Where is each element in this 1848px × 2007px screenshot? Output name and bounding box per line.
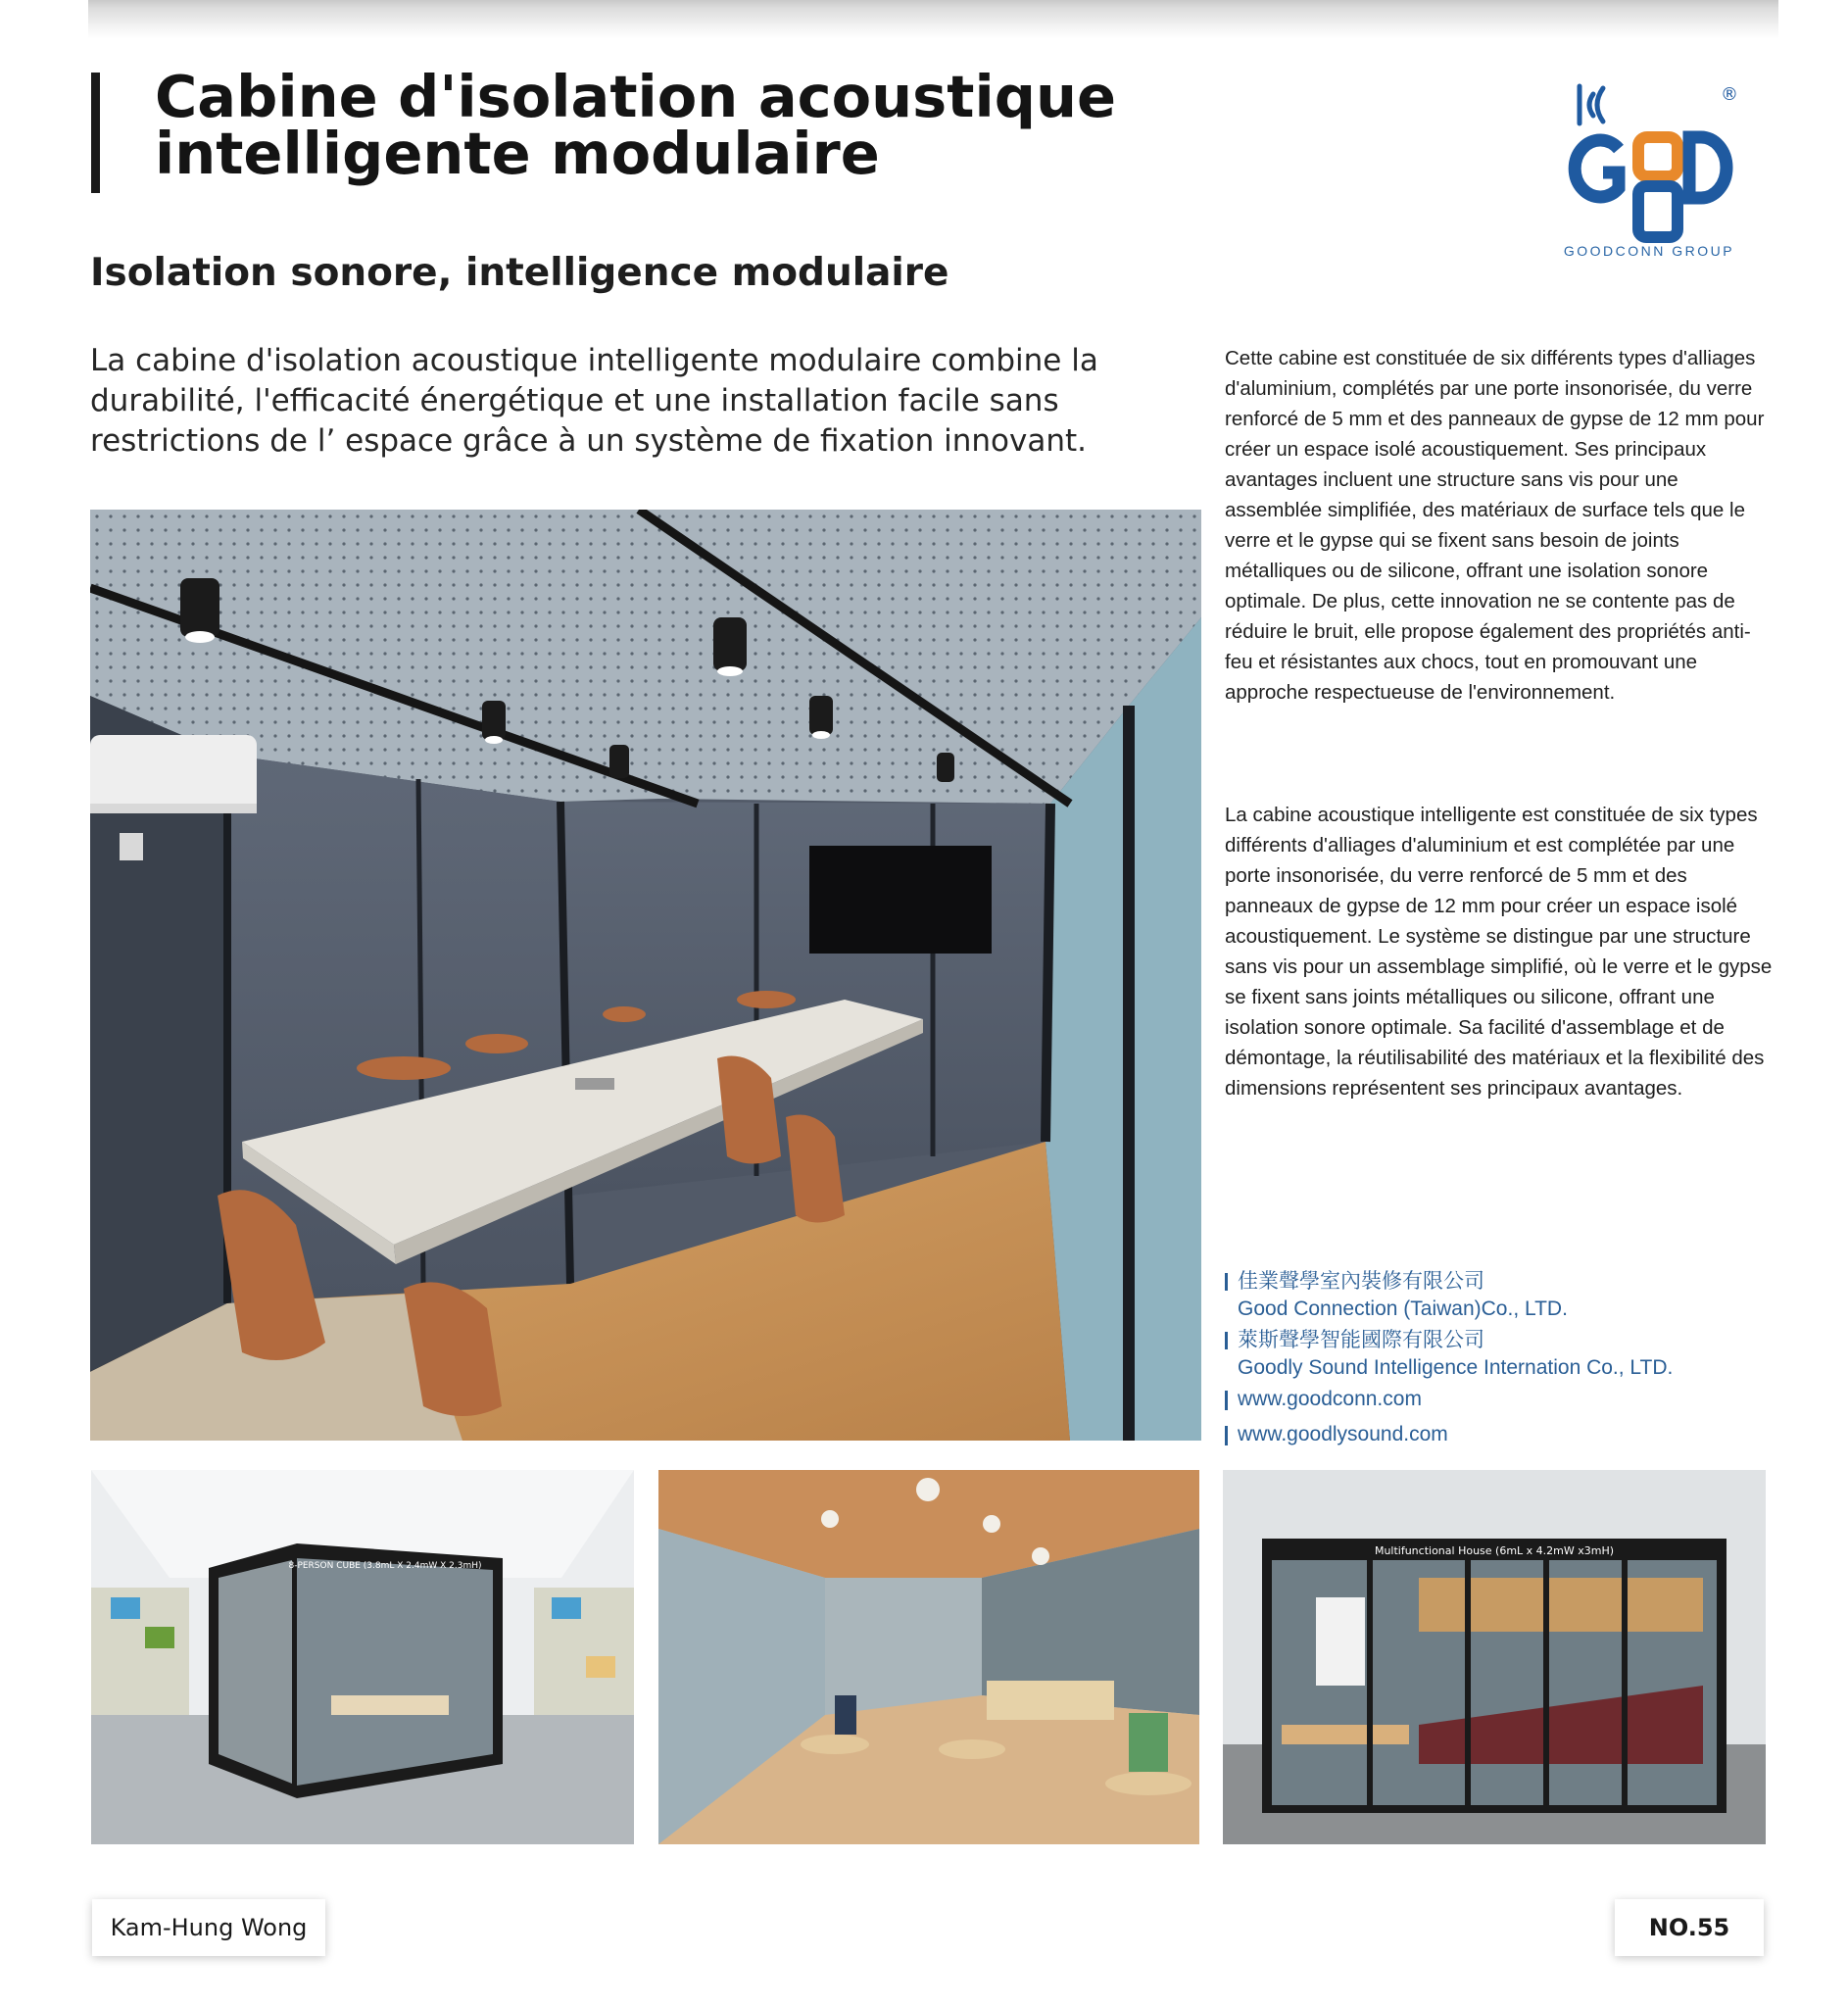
website-goodconn[interactable]	[1225, 1386, 1774, 1413]
contact-company-2	[1225, 1327, 1774, 1382]
website-goodlysound[interactable]	[1225, 1421, 1774, 1448]
company-1-english: Good Connection (Taiwan)Co., LTD.	[1238, 1297, 1568, 1320]
page-title: Cabine d'isolation acoustique intelligente modulaire	[155, 63, 1116, 187]
lead-paragraph: La cabine d'isolation acoustique intelligente modulaire combine la durabilité, l'efficacité énergétique et une installation facile sans restrictions de l’ espace grâce à un système de fixation innovant.	[90, 343, 1098, 459]
title-accent-bar	[91, 73, 100, 193]
company-2-chinese: 萊斯聲學智能國際有限公司	[1238, 1329, 1484, 1351]
meeting-room-photo	[90, 510, 1201, 1441]
company-2-english: Goodly Sound Intelligence Internation Co., LTD.	[1238, 1356, 1674, 1379]
entry-number-tag: NO.55	[1615, 1899, 1764, 1956]
cube-render-photo	[91, 1470, 634, 1844]
cafe-render-photo	[658, 1470, 1199, 1844]
website-goodconn-link[interactable]: www.goodconn.com	[1238, 1388, 1422, 1410]
house-render-photo	[1223, 1470, 1766, 1844]
goodconn-logo	[1556, 80, 1742, 263]
registered-mark: ®	[1721, 84, 1738, 105]
description-paragraph-1: Cette cabine est constituée de six différents types d'alliages d'aluminium, complétés par une porte insonorisée, du verre renforcé de 5 mm et des panneaux de gypse de 12 mm pour créer un espace isolé acoustiquement. Ses principaux avantages incluent une structure sans vis pour une assemblée simplifiée, des matériaux de surface tels que le verre et le gypse qui se fixent sans besoin de joints métalliques ou de silicone, offrant une isolation sonore optimale. De plus, cette innovation ne se contente pas de réduire le bruit, elle propose également des propriétés anti-feu et résistantes aux chocs, tout en promouvant une approche respectueuse de l'environnement.	[1225, 347, 1765, 704]
description-paragraph-2: La cabine acoustique intelligente est constituée de six types différents d'alliages d'aluminium et est complétée par une porte insonorisée, du verre renforcé de 5 mm et des panneaux de gypse de 12 mm pour créer un espace isolé acoustiquement. Le système se distingue par une structure sans vis pour un assemblage simplifié, où le verre et le gypse se fixent sans joints métalliques ou silicone, offrant une isolation sonore optimale. Sa facilité d'assemblage et de démontage, la réutilisabilité des matériaux et la flexibilité des dimensions représentent ses principaux avantages.	[1225, 804, 1773, 1100]
website-goodlysound-link[interactable]: www.goodlysound.com	[1238, 1423, 1448, 1445]
sound-wave-icon	[1580, 86, 1603, 123]
subtitle: Isolation sonore, intelligence modulaire	[90, 251, 949, 295]
logo-group-name: GOODCONN GROUP	[1563, 243, 1735, 259]
author-tag: Kam-Hung Wong	[92, 1899, 325, 1956]
top-shadow-bar	[88, 0, 1778, 39]
house-label: Multifunctional House (6mL x 4.2mW x3mH)	[1374, 1544, 1615, 1557]
contact-company-1	[1225, 1268, 1774, 1323]
cube-label: 8-PERSON CUBE (3.8mL X 2.4mW X 2.3mH)	[288, 1561, 482, 1571]
company-1-chinese: 佳業聲學室內裝修有限公司	[1238, 1270, 1484, 1293]
